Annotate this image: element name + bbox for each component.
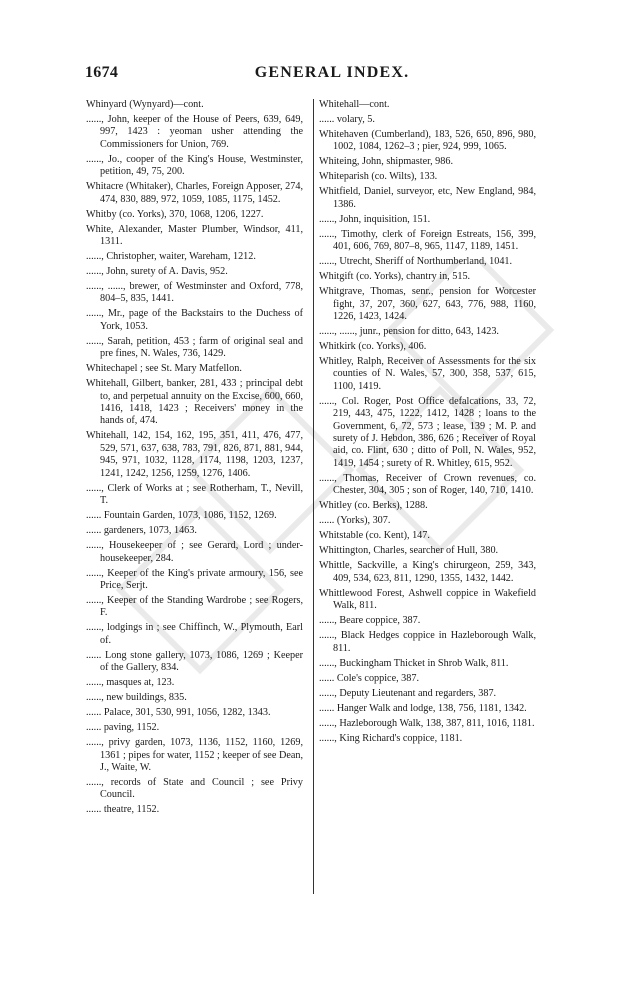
index-entry: ......, records of State and Council ; see Privy Council. bbox=[86, 776, 306, 801]
index-entry: ......, lodgings in ; see Chiffinch, W., Plymouth, Earl of. bbox=[86, 622, 306, 646]
index-entry: ...... Palace, 301, 530, 991, 1056, 1282, 1343. bbox=[86, 707, 271, 719]
index-entry: ...... gardeners, 1073, 1463. bbox=[86, 525, 197, 537]
index-entry: Whitgrave, Thomas, senr., pension for Worcester fight, 37, 207, 360, 627, 643, 776, 988, 1160, 1226, 1423, 1424. bbox=[319, 286, 539, 323]
index-entry: ......, Thomas, Receiver of Crown revenues, co. Chester, 304, 305 ; son of Roger, 140, 710, 1410. bbox=[319, 472, 539, 497]
index-entry: ......, Keeper of the King's private armoury, 156, see Price, Serjt. bbox=[86, 567, 306, 591]
index-entry: Whiteing, John, shipmaster, 986. bbox=[319, 156, 453, 168]
index-entry: Whitkirk (co. Yorks), 406. bbox=[319, 341, 427, 353]
index-entry: ......, John, surety of A. Davis, 952. bbox=[86, 266, 228, 278]
index-entry: Whittlewood Forest, Ashwell coppice in Wakefield Walk, 811. bbox=[319, 587, 539, 612]
index-entry: ...... Hanger Walk and lodge, 138, 756, 1181, 1342. bbox=[319, 702, 527, 714]
index-entry: Whitehall, Gilbert, banker, 281, 433 ; principal debt to, and perpetual annuity on the Excise, 600, 660, 1416, 1418, 1423 ; Receivers' money in the hands of, 474. bbox=[86, 378, 306, 427]
index-entry: Whitstable (co. Kent), 147. bbox=[319, 530, 430, 542]
index-entry: ...... (Yorks), 307. bbox=[319, 515, 391, 527]
index-entry: Whitby (co. Yorks), 370, 1068, 1206, 1227. bbox=[86, 208, 264, 220]
index-entry: ......, Utrecht, Sheriff of Northumberland, 1041. bbox=[319, 256, 513, 268]
index-entry: Whittington, Charles, searcher of Hull, 380. bbox=[319, 545, 499, 557]
left-column bbox=[86, 99, 306, 819]
index-entry: ......, new buildings, 835. bbox=[86, 692, 187, 704]
index-entry: Whitechapel ; see St. Mary Matfellon. bbox=[86, 363, 242, 375]
index-entry: ......, Beare coppice, 387. bbox=[319, 615, 421, 627]
index-entry: ......, Mr., page of the Backstairs to the Duchess of York, 1053. bbox=[86, 308, 306, 332]
index-entry: Whitgift (co. Yorks), chantry in, 515. bbox=[319, 271, 471, 283]
index-entry: ......, Jo., cooper of the King's House, Westminster, petition, 49, 75, 200. bbox=[86, 153, 306, 178]
index-entry: ......, Christopher, waiter, Wareham, 1212. bbox=[86, 251, 256, 263]
index-entry: ......, King Richard's coppice, 1181. bbox=[319, 732, 463, 744]
column-divider bbox=[313, 99, 314, 894]
index-entry: Whiteparish (co. Wilts), 133. bbox=[319, 171, 438, 183]
index-entry: ......, ......, junr., pension for ditto, 643, 1423. bbox=[319, 326, 499, 338]
right-column bbox=[319, 99, 539, 748]
index-entry: ......, Sarah, petition, 453 ; farm of original seal and pre fines, N. Wales, 736, 1429. bbox=[86, 335, 306, 360]
index-entry: ......, Col. Roger, Post Office defalcations, 33, 72, 219, 443, 475, 1222, 1412, 1428 ; loans to the Government, 6, 72, 573 ; lease, 139 ; M. P. and surety of J. Hebdon, 386, 626 ; Receiver of Royal aid, co. Flint, 630 ; ditto of Poll, N. Wales, 952, 1419, 1454 ; surety of R. Whitley, 615, 952. bbox=[319, 395, 539, 469]
index-entry: ......, Keeper of the Standing Wardrobe ; see Rogers, F. bbox=[86, 594, 306, 619]
index-entry: Whinyard (Wynyard)—cont. bbox=[86, 99, 204, 110]
index-entry: ......, Black Hedges coppice in Hazleborough Walk, 811. bbox=[319, 630, 539, 654]
index-entry: ......, Timothy, clerk of Foreign Estreats, 156, 399, 401, 606, 769, 807–8, 965, 1147, 1189, 1451. bbox=[319, 228, 539, 253]
index-entry: ......, Deputy Lieutenant and regarders, 387. bbox=[319, 687, 497, 699]
index-entry: ......, Housekeeper of ; see Gerard, Lord ; under-housekeeper, 284. bbox=[86, 540, 303, 564]
page-number: 1674 bbox=[85, 64, 119, 81]
index-entry: ......, ......, brewer, of Westminster and Oxford, 778, 804–5, 835, 1441. bbox=[86, 281, 306, 305]
index-entry: Whitehall—cont. bbox=[319, 99, 390, 110]
index-entry: ......, Clerk of Works at ; see Rotherham, T., Nevill, T. bbox=[86, 482, 306, 507]
index-entry: ......, privy garden, 1073, 1136, 1152, 1160, 1269, 1361 ; pipes for water, 1152 ; keeper of see Dean, J., Waite, W. bbox=[86, 737, 306, 773]
index-entry: ...... paving, 1152. bbox=[86, 722, 160, 734]
index-entry: ...... Cole's coppice, 387. bbox=[319, 672, 420, 684]
index-entry: ...... Fountain Garden, 1073, 1086, 1152, 1269. bbox=[86, 510, 277, 522]
index-entry: ...... volary, 5. bbox=[319, 114, 375, 125]
index-entry: ......, Buckingham Thicket in Shrob Walk, 811. bbox=[319, 657, 509, 669]
page-title: GENERAL INDEX. bbox=[254, 64, 410, 81]
index-entry: Whitfield, Daniel, surveyor, etc, New England, 984, 1386. bbox=[319, 186, 539, 210]
index-entry: ...... theatre, 1152. bbox=[86, 804, 160, 816]
index-entry: White, Alexander, Master Plumber, Windsor, 411, 1311. bbox=[86, 223, 306, 248]
index-entry: ...... Long stone gallery, 1073, 1086, 1269 ; Keeper of the Gallery, 834. bbox=[86, 649, 306, 674]
index-columns bbox=[86, 99, 539, 899]
index-entry: ......, Hazleborough Walk, 138, 387, 811, 1016, 1181. bbox=[319, 717, 535, 729]
index-entry: ......, masques at, 123. bbox=[86, 677, 175, 689]
index-entry: Whittle, Sackville, a King's chirurgeon, 259, 343, 409, 534, 623, 811, 1290, 1355, 1432, 1442. bbox=[319, 560, 539, 584]
index-entry: Whitehall, 142, 154, 162, 195, 351, 411, 476, 477, 529, 571, 637, 638, 783, 791, 826, 871, 881, 944, 945, 971, 1032, 1128, 1174, 1198, 1203, 1237, 1241, 1242, 1256, 1259, 1276, 1406. bbox=[86, 430, 306, 479]
index-entry: Whitley (co. Berks), 1288. bbox=[319, 500, 428, 512]
index-entry: Whitley, Ralph, Receiver of Assessments for the six counties of N. Wales, 57, 300, 358, 537, 615, 1100, 1419. bbox=[319, 356, 539, 392]
index-entry: Whitacre (Whitaker), Charles, Foreign Apposer, 274, 474, 830, 889, 972, 1059, 1085, 1175, 1452. bbox=[86, 181, 306, 205]
index-entry: ......, John, inquisition, 151. bbox=[319, 213, 431, 225]
index-entry: ......, John, keeper of the House of Peers, 639, 649, 997, 1423 : yeoman usher attending the Commissioners for Union, 769. bbox=[86, 114, 306, 150]
index-entry: Whitehaven (Cumberland), 183, 526, 650, 896, 980, 1002, 1084, 1262–3 ; pier, 924, 999, 1065. bbox=[319, 129, 539, 153]
